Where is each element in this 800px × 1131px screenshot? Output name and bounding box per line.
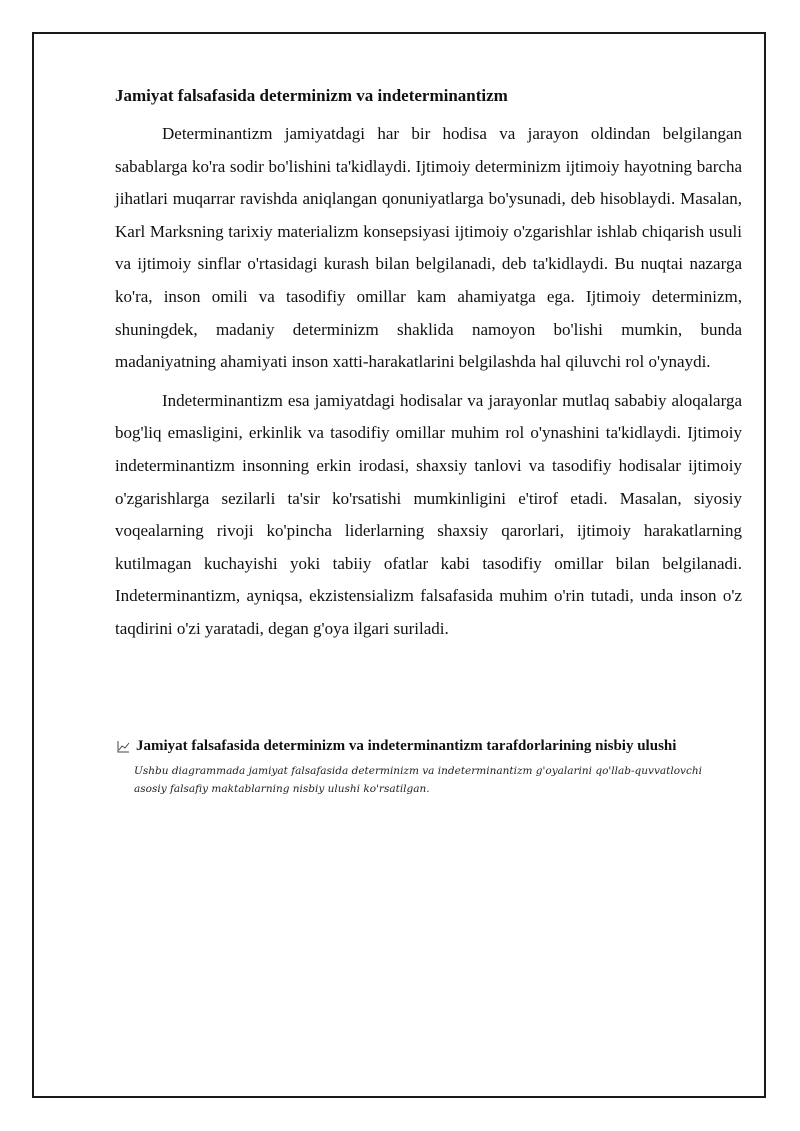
document-body xyxy=(115,84,742,652)
line-chart-icon xyxy=(117,740,130,753)
chart-title: Jamiyat falsafasida determinizm va indeterminantizm tarafdorlarining nisbiy ulushi xyxy=(136,738,677,754)
chart-figure xyxy=(117,736,747,798)
paragraph-determinism: Determinantizm jamiyatdagi har bir hodisa va jarayon oldindan belgilangan sabablarga ko'ra sodir bo'lishini ta'kidlaydi. Ijtimoiy determinizm ijtimoiy hayotning barcha jihatlari muqarrar ravishda aniqlangan qonuniyatlarga bo'ysunadi, deb hisoblaydi. Masalan, Karl Marksning tarixiy materializm konsepsiyasi ijtimoiy o'zgarishlar ishlab chiqarish usuli va ijtimoiy sinflar o'rtasidagi kurash bilan belgilanadi, deb ta'kidlaydi. Bu nuqtai nazarga ko'ra, inson omili va tasodifiy omillar kam ahamiyatga ega. Ijtimoiy determinizm, shuningdek, madaniy determinizm shaklida namoyon bo'lishi mumkin, bunda madaniyatning ahamiyati inson xatti-harakatlarini belgilashda hal qiluvchi rol o'ynaydi. xyxy=(115,124,742,372)
chart-title-row xyxy=(117,736,747,756)
document-heading: Jamiyat falsafasida determinizm va indeterminantizm xyxy=(115,86,508,105)
paragraph-indeterminism: Indeterminantizm esa jamiyatdagi hodisalar va jarayonlar mutlaq sababiy aloqalarga bog'liq emasligini, erkinlik va tasodifiy omillar muhim rol o'ynashini ta'kidlaydi. Ijtimoiy indeterminantizm insonning erkin irodasi, shaxsiy tanlovi va tasodifiy hodisalar ijtimoiy o'zgarishlarga sezilarli ta'sir ko'rsatishi mumkinligini e'tirof etadi. Masalan, siyosiy voqealarning rivoji ko'pincha liderlarning shaxsiy qarorlari, ijtimoiy harakatlarning kutilmagan kuchayishi yoki tabiiy ofatlar kabi tasodifiy omillar bilan belgilanadi. Indeterminantizm, ayniqsa, ekzistensializm falsafasida muhim o'rin tutadi, unda inson o'z taqdirini o'zi yaratadi, degan g'oya ilgari suriladi. xyxy=(115,390,742,638)
chart-caption: Ushbu diagrammada jamiyat falsafasida determinizm va indeterminantizm g'oyalarini qo'llab-quvvatlovchi asosiy falsafiy maktablarning nisbiy ulushi ko'rsatilgan. xyxy=(134,765,702,795)
